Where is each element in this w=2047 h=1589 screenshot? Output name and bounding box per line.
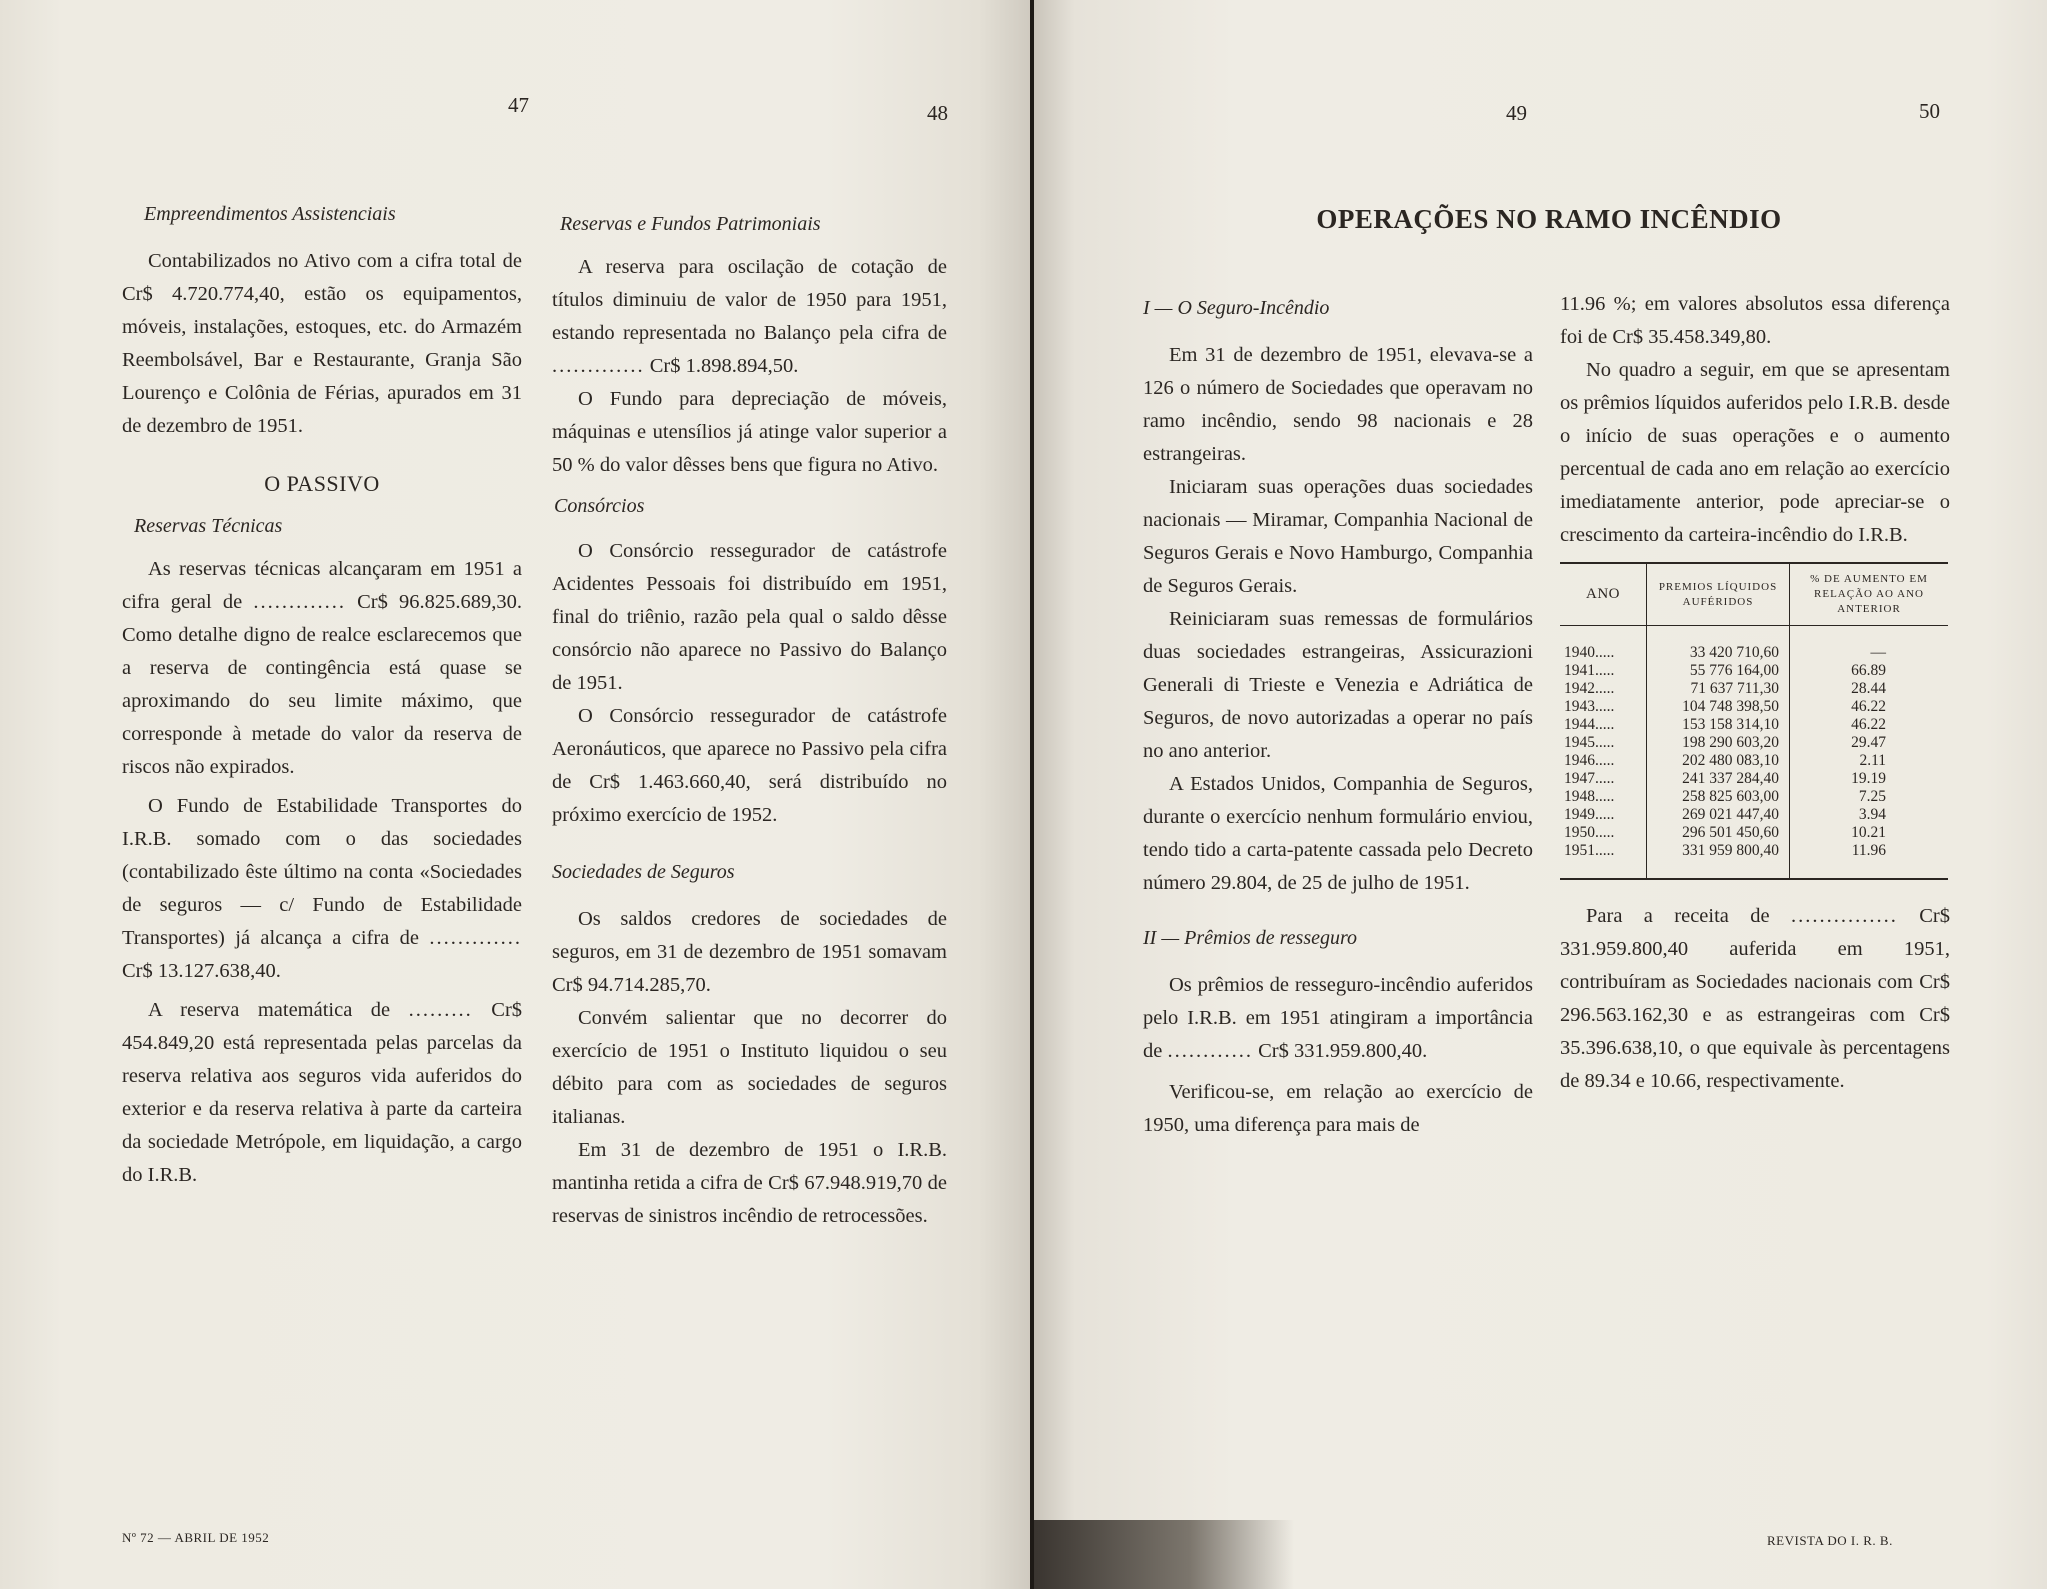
table-row xyxy=(1560,788,1948,806)
leader-dots: ............ xyxy=(1167,1040,1253,1062)
paragraph-premios-1951 xyxy=(1143,969,1533,1068)
cell-aumento: 46.22 xyxy=(1790,716,1949,734)
cell-aumento: 2.11 xyxy=(1790,752,1949,770)
paragraph-fundo-estabilidade xyxy=(122,790,522,988)
heading-consorcios: Consórcios xyxy=(554,495,645,517)
cell-premio: 241 337 284,40 xyxy=(1647,770,1790,788)
heading-empreendimentos: Empreendimentos Assistenciais xyxy=(144,203,396,225)
heading-premios-resseguro: II — Prêmios de resseguro xyxy=(1143,927,1358,949)
heading-reservas-tecnicas: Reservas Técnicas xyxy=(134,515,283,537)
leader-dots: ............. xyxy=(429,927,523,949)
cell-aumento: 28.44 xyxy=(1790,680,1949,698)
page-number-47: 47 xyxy=(508,93,529,117)
cell-aumento: 11.96 xyxy=(1790,842,1949,879)
table-row xyxy=(1560,716,1948,734)
paragraph-consorcio-ap: O Consórcio ressegurador de catástrofe Acidentes Pessoais foi distribuído em 1951, final do triênio, razão pela qual o saldo dêsse consórcio não aparece no Passivo do Balanço de 1951. xyxy=(552,540,947,694)
paragraph-depreciacao: O Fundo para depreciação de móveis, máquinas e utensílios já atinge valor superior a 50 % do valor dêsses bens que figura no Ativo. xyxy=(552,388,947,476)
cell-ano: 1948..... xyxy=(1564,788,1615,805)
column-header-aumento: % DE AUMENTO EM RELAÇÃO AO ANO ANTERIOR xyxy=(1790,563,1949,626)
paragraph-oscilacao xyxy=(552,251,947,383)
table-row xyxy=(1560,806,1948,824)
cell-aumento: — xyxy=(1790,626,1949,663)
cell-aumento: 3.94 xyxy=(1790,806,1949,824)
cell-ano: 1940..... xyxy=(1564,644,1615,661)
cell-premio: 296 501 450,60 xyxy=(1647,824,1790,842)
section-title: OPERAÇÕES NO RAMO INCÊNDIO xyxy=(1316,204,1782,234)
text-lead: A reserva para oscilação de cotação de títulos diminuiu de valor de 1950 para 1951, estando representada no Balanço pela cifra de xyxy=(552,256,947,344)
page-shadow xyxy=(1034,1520,1294,1589)
paragraph-reservas-tecnicas xyxy=(122,553,522,784)
leader-dots: ............. xyxy=(253,591,346,613)
table-row xyxy=(1560,698,1948,716)
paragraph-diferenca: 11.96 %; em valores absolutos essa diferença foi de Cr$ 35.458.349,80. xyxy=(1560,293,1950,348)
premios-table xyxy=(1560,562,1948,880)
cell-aumento: 7.25 xyxy=(1790,788,1949,806)
paragraph-iniciaram: Iniciaram suas operações duas sociedades nacionais — Miramar, Companhia Nacional de Seguros Gerais e Novo Hamburgo, Companhia de Seguros Gerais. xyxy=(1143,476,1533,597)
cell-premio: 258 825 603,00 xyxy=(1647,788,1790,806)
cell-ano: 1945..... xyxy=(1564,734,1615,751)
cell-ano: 1947..... xyxy=(1564,770,1615,787)
text-rest: Cr$ 13.127.638,40. xyxy=(122,960,281,982)
footer-revista: REVISTA DO I. R. B. xyxy=(1767,1533,1893,1548)
cell-ano: 1949..... xyxy=(1564,806,1615,823)
cell-premio: 71 637 711,30 xyxy=(1647,680,1790,698)
page-number-50: 50 xyxy=(1919,99,1940,123)
right-column-1 xyxy=(1143,292,1533,1142)
right-column-2 xyxy=(1560,288,1950,1098)
cell-aumento: 29.47 xyxy=(1790,734,1949,752)
cell-aumento: 46.22 xyxy=(1790,698,1949,716)
table-body xyxy=(1560,626,1948,880)
cell-ano: 1941..... xyxy=(1564,662,1615,679)
cell-aumento: 66.89 xyxy=(1790,662,1949,680)
paragraph-empreendimentos: Contabilizados no Ativo com a cifra total de Cr$ 4.720.774,40, estão os equipamentos, móveis, instalações, estoques, etc. do Armazém Reembolsável, Bar e Restaurante, Granja São Lourenço e Colônia de Férias, apurados em 31 de dezembro de 1951. xyxy=(122,250,522,437)
cell-ano: 1951..... xyxy=(1560,842,1647,879)
text-lead: O Fundo de Estabilidade Transportes do I.R.B. somado com o das sociedades (contabilizado êste último na conta «Sociedades de seguros — c/ Fundo de Estabilidade Transportes) já alcança a cifra de xyxy=(122,795,522,949)
heading-reservas-fundos: Reservas e Fundos Patrimoniais xyxy=(560,213,821,235)
paragraph-saldos-credores: Os saldos credores de sociedades de seguros, em 31 de dezembro de 1951 somavam Cr$ 94.714.285,70. xyxy=(552,908,947,996)
page-number-48: 48 xyxy=(927,101,948,125)
table-row xyxy=(1560,824,1948,842)
cell-ano: 1946..... xyxy=(1564,752,1615,769)
cell-premio: 33 420 710,60 xyxy=(1647,626,1790,663)
paragraph-quadro: No quadro a seguir, em que se apresentam os prêmios líquidos auferidos pelo I.R.B. desde o início de suas operações e o aumento percentual de cada ano em relação ao exercício imediatamente anterior, pode apreciar-se o crescimento da carteira-incêndio do I.R.B. xyxy=(1560,359,1950,546)
heading-seguro-incendio: I — O Seguro-Incêndio xyxy=(1143,297,1330,319)
text-rest: Cr$ 331.959.800,40 auferida em 1951, contribuíram as Sociedades nacionais com Cr$ 296.563.162,30 e as estrangeiras com Cr$ 35.396.638,10, o que equivale às percentagens de 89.34 e 10.66, respectivamente. xyxy=(1560,905,1950,1092)
table-header-row xyxy=(1560,563,1948,626)
cell-aumento: 10.21 xyxy=(1790,824,1949,842)
paragraph-receita xyxy=(1560,900,1950,1098)
text-lead: Os prêmios de resseguro-incêndio auferidos pelo I.R.B. em 1951 atingiram a importância de xyxy=(1143,974,1533,1062)
paragraph-verificou-se: Verificou-se, em relação ao exercício de 1950, uma diferença para mais de xyxy=(1143,1081,1533,1136)
text-rest: Cr$ 331.959.800,40. xyxy=(1258,1040,1428,1062)
cell-ano: 1950..... xyxy=(1564,824,1615,841)
text-lead: As reservas técnicas alcançaram em 1951 a cifra geral de xyxy=(122,558,522,613)
text-rest: Cr$ 96.825.689,30. Como detalhe digno de realce esclarecemos que a reserva de contingência está quase se aproximando do seu limite máximo, que corresponde à metade do valor da reserva de riscos não expirados. xyxy=(122,591,523,778)
cell-premio: 269 021 447,40 xyxy=(1647,806,1790,824)
paragraph-convem-salientar: Convém salientar que no decorrer do exercício de 1951 o Instituto liquidou o seu débito para com as sociedades de seguros italianas. xyxy=(552,1007,947,1128)
text-lead: Para a receita de xyxy=(1586,905,1770,927)
cell-premio: 104 748 398,50 xyxy=(1647,698,1790,716)
table-row xyxy=(1560,770,1948,788)
table-row xyxy=(1560,752,1948,770)
heading-o-passivo: O PASSIVO xyxy=(264,471,380,496)
page-number-49: 49 xyxy=(1506,101,1527,125)
footer-issue: Nº 72 — ABRIL DE 1952 xyxy=(122,1530,270,1545)
cell-premio: 153 158 314,10 xyxy=(1647,716,1790,734)
heading-sociedades-seguros: Sociedades de Seguros xyxy=(552,861,735,883)
table-row xyxy=(1560,626,1948,663)
cell-ano: 1944..... xyxy=(1564,716,1615,733)
leader-dots: ......... xyxy=(408,999,473,1021)
text-rest: Cr$ 1.898.894,50. xyxy=(649,355,799,377)
table-row xyxy=(1560,662,1948,680)
text-lead: A reserva matemática de xyxy=(148,999,391,1021)
paragraph-consorcio-aero: O Consórcio ressegurador de catástrofe Aeronáuticos, que aparece no Passivo pela cifra de Cr$ 1.463.660,40, será distribuído no próximo exercício de 1952. xyxy=(552,705,947,826)
cell-ano: 1943..... xyxy=(1564,698,1615,715)
cell-premio: 55 776 164,00 xyxy=(1647,662,1790,680)
table-row xyxy=(1560,680,1948,698)
cell-aumento: 19.19 xyxy=(1790,770,1949,788)
leader-dots: ............. xyxy=(552,355,645,377)
left-column-2 xyxy=(552,208,947,1233)
paragraph-estados-unidos: A Estados Unidos, Companhia de Seguros, durante o exercício nenhum formulário enviou, tendo tido a carta-patente cassada pelo Decreto número 29.804, de 25 de julho de 1951. xyxy=(1143,773,1533,894)
paragraph-reserva-matematica xyxy=(122,994,522,1192)
cell-ano: 1942..... xyxy=(1564,680,1615,697)
table-row xyxy=(1560,842,1948,879)
leader-dots: ............... xyxy=(1791,905,1898,927)
cell-premio: 331 959 800,40 xyxy=(1647,842,1790,879)
paragraph-sociedades-126: Em 31 de dezembro de 1951, elevava-se a 126 o número de Sociedades que operavam no ramo incêndio, sendo 98 nacionais e 28 estrangeiras. xyxy=(1143,344,1533,465)
paragraph-reservas-sinistros: Em 31 de dezembro de 1951 o I.R.B. mantinha retida a cifra de Cr$ 67.948.919,70 de reservas de sinistros incêndio de retrocessões. xyxy=(552,1139,947,1227)
cell-premio: 202 480 083,10 xyxy=(1647,752,1790,770)
cell-premio: 198 290 603,20 xyxy=(1647,734,1790,752)
paragraph-reiniciaram: Reiniciaram suas remessas de formulários duas sociedades estrangeiras, Assicurazioni Generali di Trieste e Venezia e Adriática de Seguros, de novo autorizadas a operar no país no ano anterior. xyxy=(1143,608,1533,762)
text-rest: Cr$ 454.849,20 está representada pelas parcelas da reserva relativa aos seguros vida auferidos do exterior e da reserva relativa à parte da carteira da sociedade Metrópole, em liquidação, a cargo do I.R.B. xyxy=(122,999,523,1186)
column-header-ano: ANO xyxy=(1560,563,1647,626)
right-page xyxy=(1034,0,2047,1589)
column-header-premios: PREMIOS LÍQUIDOS AUFÉRIDOS xyxy=(1647,563,1790,626)
left-column-1 xyxy=(122,198,522,1192)
table-row xyxy=(1560,734,1948,752)
